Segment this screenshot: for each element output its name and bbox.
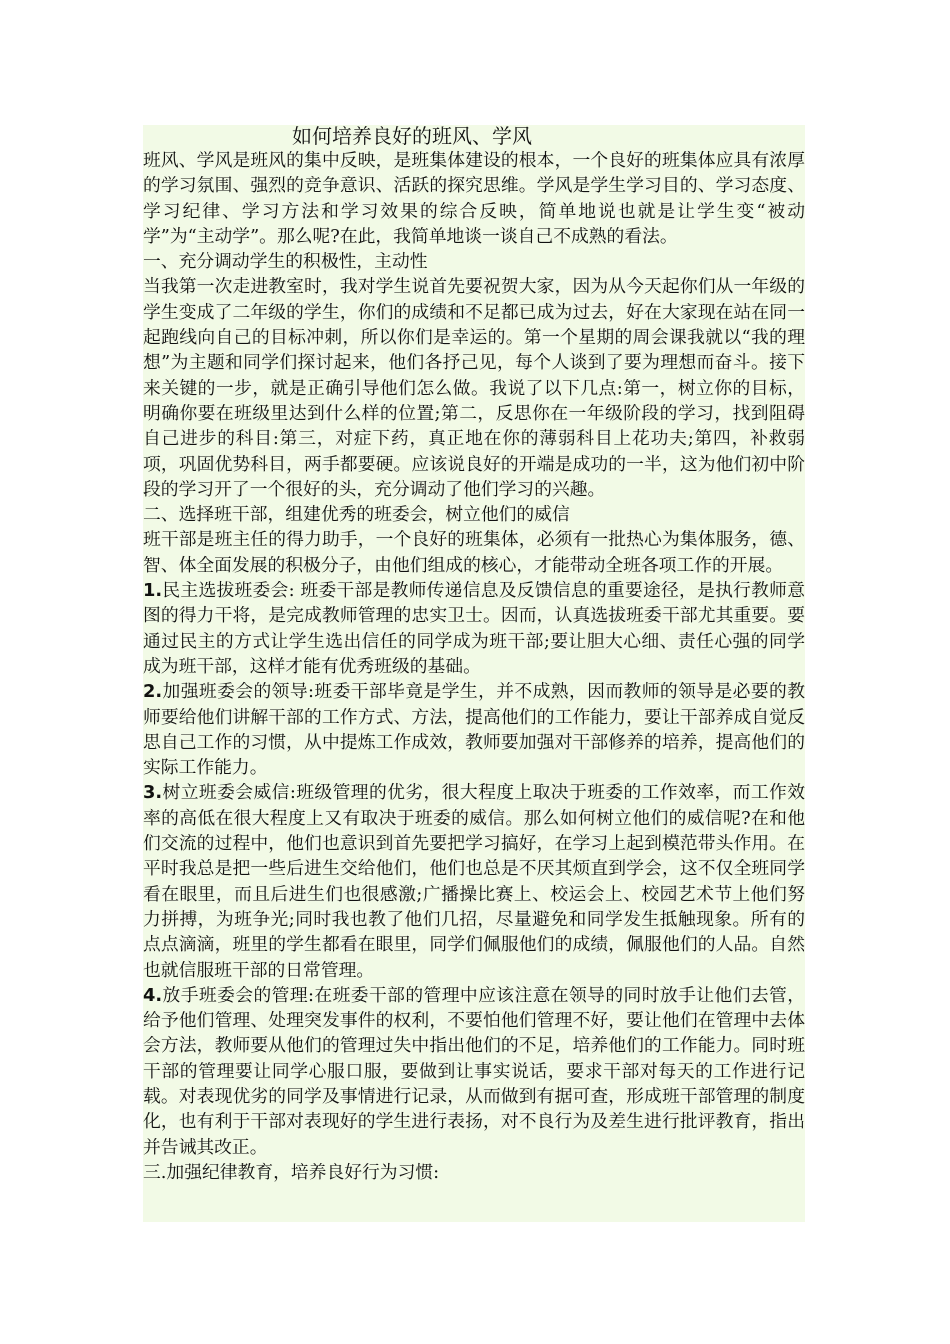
list-item-text: 放手班委会的管理:在班委干部的管理中应该注意在领导的同时放手让他们去管，给予他们管理、处理突发事件的权利，不要怕他们管理不好，要让他们在管理中去体会方法，教师要从他们的管理过失中指出他们的不足，培养他们的工作能力。同时班干部的管理要让同学心服口服，要做到让事实说话，要求干部对每天的工作进行记载。对表现优劣的同学及事情进行记录，从而做到有据可查，形成班干部管理的制度化，也有利于干部对表现好的学生进行表扬，对不良行为及差生进行批评教育，指出并告诫其改正。 (143, 984, 805, 1158)
list-item-text: 民主选拔班委会: 班委干部是教师传递信息及反馈信息的重要途径，是执行教师意图的得力干将，是完成教师管理的忠实卫士。因而，认真选拔班委干部尤其重要。要通过民主的方式让学生选出信任的同学成为班干部;要让胆大心细、责任心强的同学成为班干部，这样才能有优秀班级的基础。 (143, 580, 805, 677)
list-item-3 (143, 780, 805, 982)
section-heading-3: 三.加强纪律教育，培养良好行为习惯: (143, 1161, 440, 1183)
list-number: 4. (143, 984, 163, 1006)
list-item-text: 树立班委会威信:班级管理的优劣，很大程度上取决于班委的工作效率，而工作效率的高低在很大程度上又有取决于班委的威信。那么如何树立他们的威信呢?在和他们交流的过程中，他们也意识到首先要把学习搞好，在学习上起到模范带头作用。在平时我总是把一些后进生交给他们，他们也总是不厌其烦直到学会，这不仅全班同学看在眼里，而且后进生们也很感激;广播操比赛上、校运会上、校园艺术节上他们努力拼搏，为班争光;同时我也教了他们几招，尽量避免和同学发生抵触现象。所有的点点滴滴，班里的学生都看在眼里，同学们佩服他们的成绩，佩服他们的人品。自然也就信服班干部的日常管理。 (143, 782, 805, 981)
document-body (143, 125, 805, 1222)
list-number: 2. (143, 681, 163, 703)
list-item-2 (143, 679, 805, 780)
list-item-4 (143, 983, 805, 1160)
paragraph-section-1: 当我第一次走进教室时，我对学生说首先要祝贺大家，因为从今天起你们从一年级的学生变成了二年级的学生，你们的成绩和不足都已成为过去，好在大家现在站在同一起跑线向自己的目标冲刺，所以你们是幸运的。第一个星期的周会课我就以“我的理想”为主题和同学们探讨起来，他们各抒己见，每个人谈到了要为理想而奋斗。接下来关键的一步，就是正确引导他们怎么做。我说了以下几点:第一，树立你的目标，明确你要在班级里达到什么样的位置;第二，反思你在一年级阶段的学习，找到阻碍自己进步的科目:第三，对症下药，真正地在你的薄弱科目上花功夫;第四，补救弱项，巩固优势科目，两手都要硬。应该说良好的开端是成功的一半，这为他们初中阶段的学习开了一个很好的头，充分调动了他们学习的兴趣。 (143, 276, 805, 500)
paragraph-section-2: 班干部是班主任的得力助手，一个良好的班集体，必须有一批热心为集体服务，德、智、体全面发展的积极分子，由他们组成的核心，才能带动全班各项工作的开展。 (143, 529, 805, 576)
section-heading-2: 二、选择班干部，组建优秀的班委会，树立他们的威信 (143, 504, 570, 526)
list-item-1 (143, 578, 805, 679)
list-item-text: 加强班委会的领导:班委干部毕竟是学生，并不成熟，因而教师的领导是必要的教师要给他们讲解干部的工作方式、方法，提高他们的工作能力，要让干部养成自觉反思自己工作的习惯，从中提炼工作成效，教师要加强对干部修养的培养，提高他们的实际工作能力。 (143, 681, 805, 779)
paragraph-intro: 班风、学风是班风的集中反映，是班集体建设的根本，一个良好的班集体应具有浓厚的学习氛围、强烈的竞争意识、活跃的探究思维。学风是学生学习目的、学习态度、学习纪律、学习方法和学习效果的综合反映，简单地说也就是让学生变“被动学”为“主动学”。那么呢?在此，我简单地谈一谈自己不成熟的看法。 (143, 150, 805, 247)
list-number: 1. (143, 580, 163, 602)
document-title: 如何培养良好的班风、学风 (292, 125, 532, 148)
section-heading-1: 一、充分调动学生的积极性，主动性 (143, 251, 428, 273)
list-number: 3. (143, 782, 163, 804)
